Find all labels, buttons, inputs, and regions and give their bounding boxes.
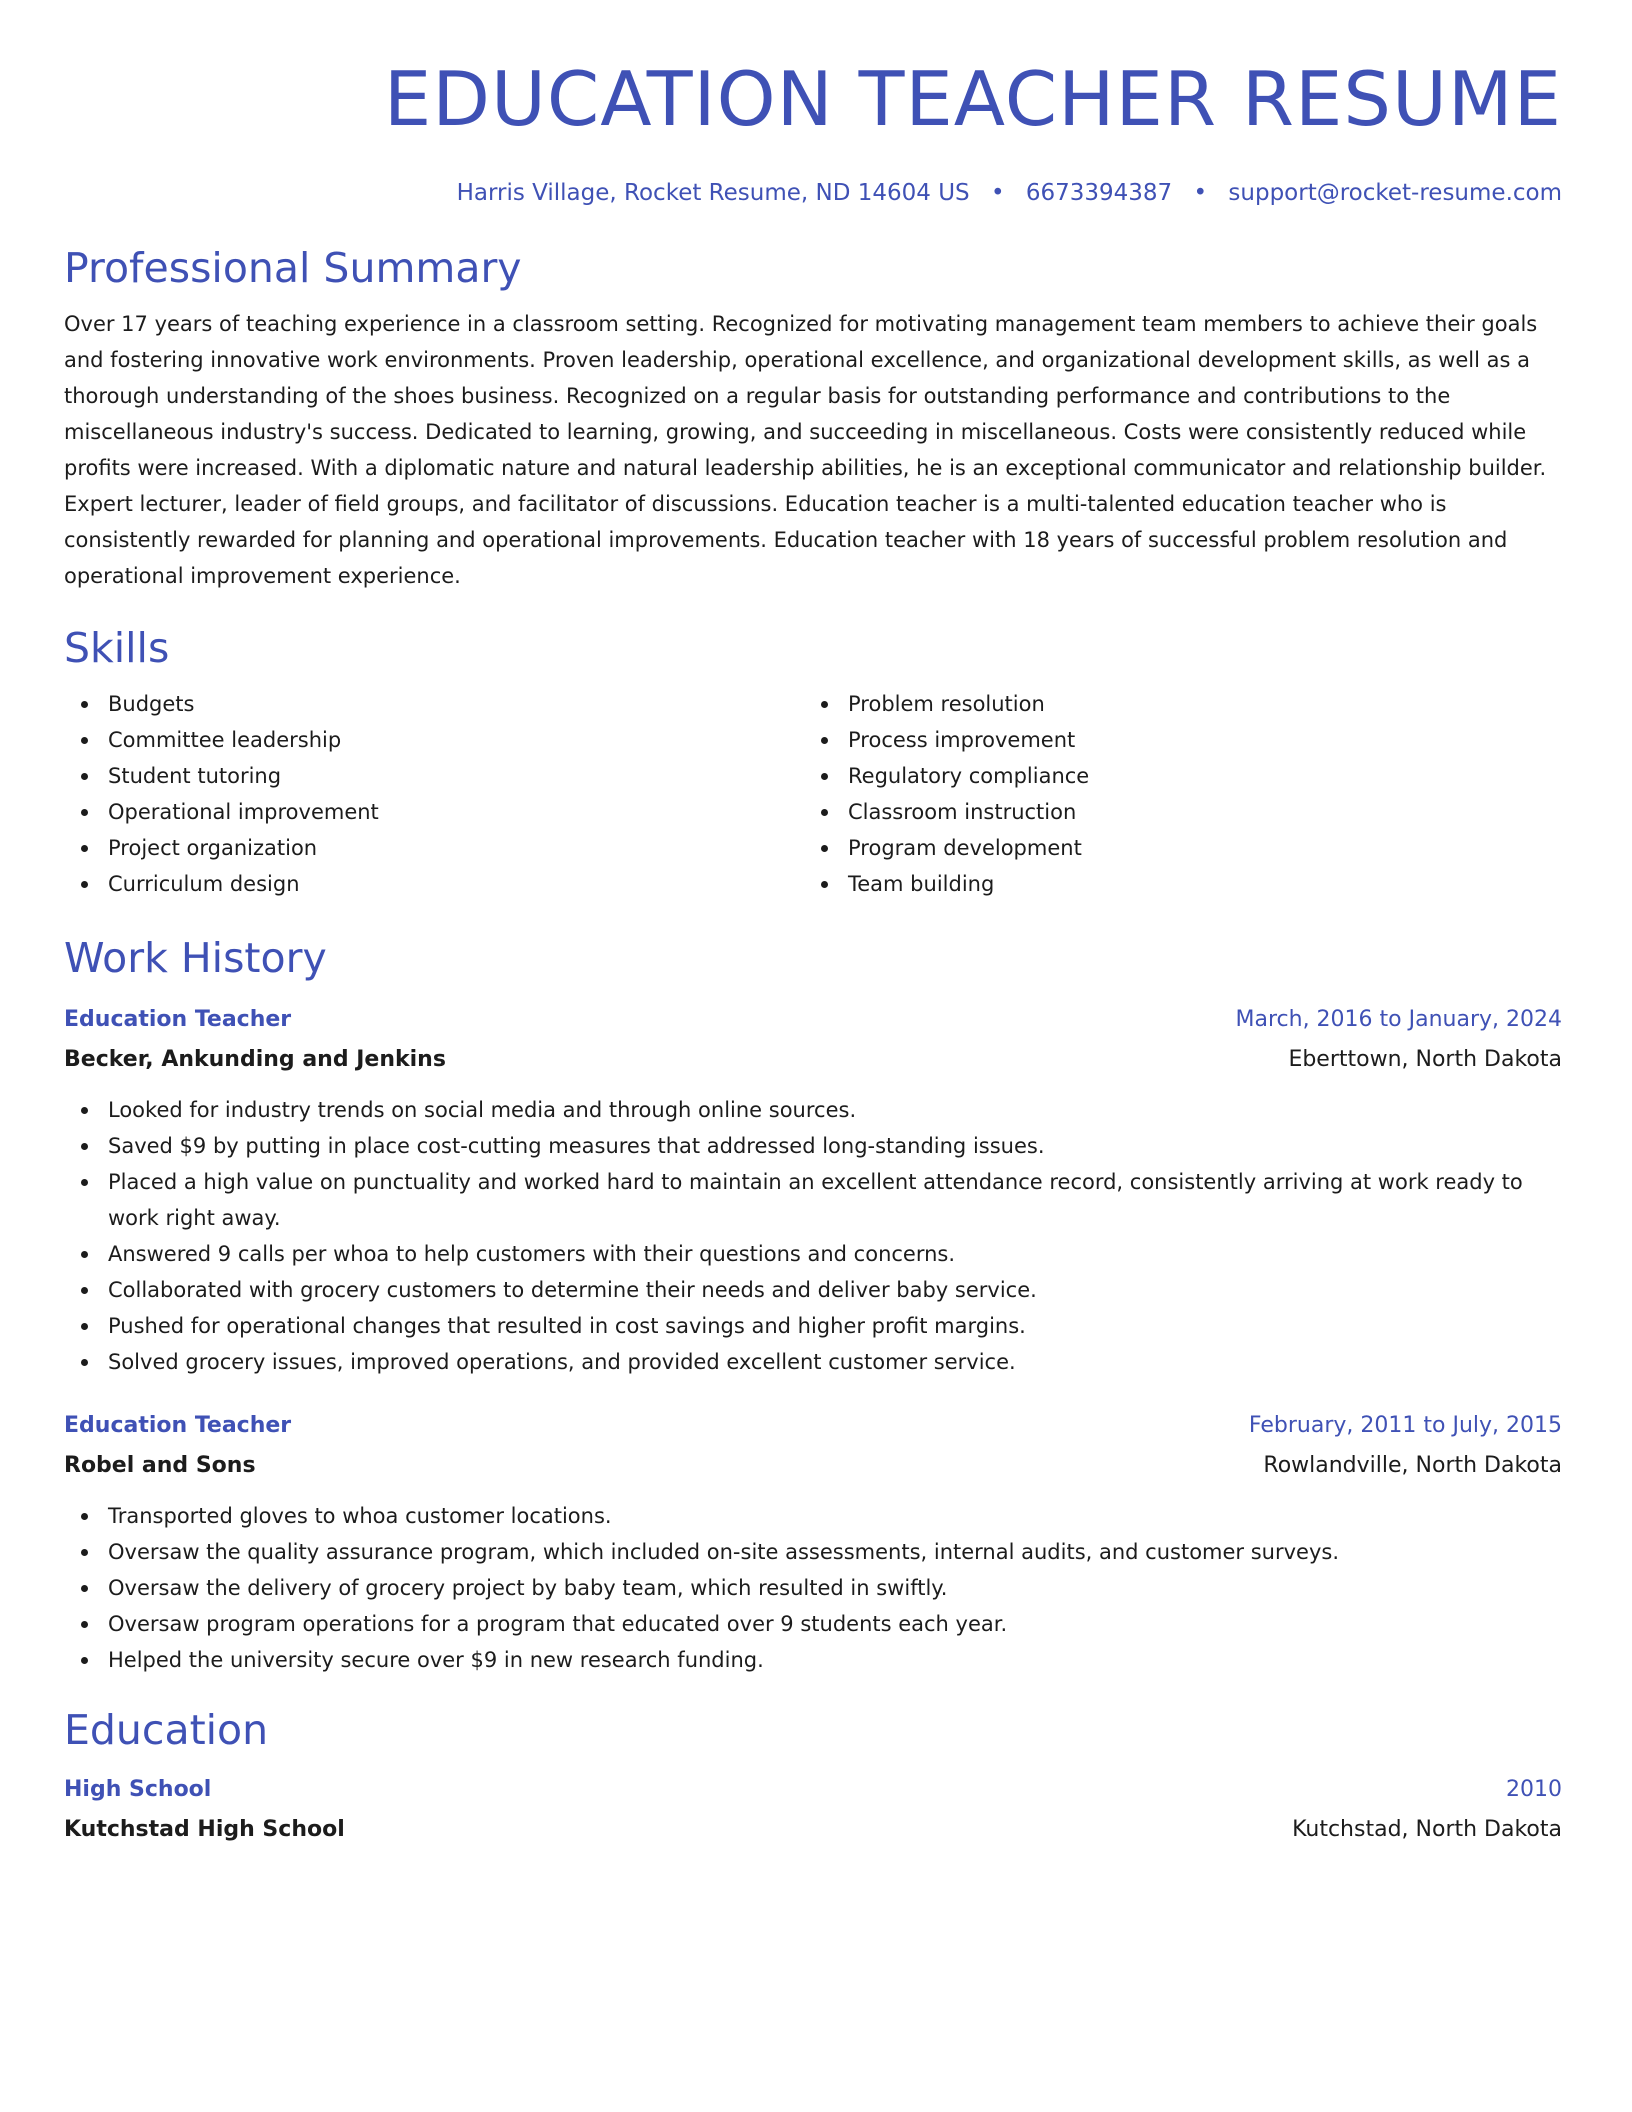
education-school: Kutchstad High School (64, 1817, 345, 1842)
job-location: Eberttown, North Dakota (1288, 1047, 1562, 1072)
job-bullets (64, 1498, 1562, 1678)
job-dates: February, 2011 to July, 2015 (1248, 1413, 1562, 1438)
education-location: Kutchstad, North Dakota (1292, 1817, 1562, 1842)
job-entry (64, 1408, 1562, 1678)
job-location: Rowlandville, North Dakota (1263, 1453, 1562, 1478)
skill-item: Regulatory compliance (804, 758, 1562, 794)
job-bullet: Helped the university secure over $9 in new research funding. (64, 1642, 1562, 1678)
contact-separator: • (1193, 180, 1208, 206)
job-bullet: Collaborated with grocery customers to determine their needs and deliver baby service. (64, 1272, 1562, 1308)
job-employer-row (64, 1448, 1562, 1484)
skills-column-right (804, 686, 1562, 902)
education-header (64, 1772, 1562, 1808)
job-company: Becker, Ankunding and Jenkins (64, 1047, 446, 1072)
job-bullet: Oversaw the quality assurance program, which included on-site assessments, internal audits, and customer surveys. (64, 1534, 1562, 1570)
contact-address: Harris Village, Rocket Resume, ND 14604 US (456, 180, 970, 206)
skill-item: Problem resolution (804, 686, 1562, 722)
job-bullet: Solved grocery issues, improved operations, and provided excellent customer service. (64, 1344, 1562, 1380)
job-entry (64, 1002, 1562, 1380)
summary-text: Over 17 years of teaching experience in a classroom setting. Recognized for motivating management team members to achieve their goals and fostering innovative work environments. Proven leadership, operational excellence, and organizational development skills, as well as a thorough understanding of the shoes business. Recognized on a regular basis for outstanding performance and contributions to the miscellaneous industry's success. Dedicated to learning, growing, and succeeding in miscellaneous. Costs were consistently reduced while profits were increased. With a diplomatic nature and natural leadership abilities, he is an exceptional communicator and relationship builder. Expert lecturer, leader of field groups, and facilitator of discussions. Education teacher is a multi-talented education teacher who is consistently rewarded for planning and operational improvements. Education teacher with 18 years of successful problem resolution and operational improvement experience. (64, 312, 1547, 588)
skills-heading: Skills (64, 624, 170, 672)
job-bullet: Placed a high value on punctuality and worked hard to maintain an excellent attendance record, consistently arriving at work ready to work right away. (64, 1164, 1562, 1236)
resume-page (64, 0, 1562, 1848)
skills-list (64, 686, 1562, 902)
skill-item: Student tutoring (64, 758, 804, 794)
skills-section (64, 622, 1562, 902)
skill-item: Operational improvement (64, 794, 804, 830)
job-header (64, 1408, 1562, 1444)
skill-item: Classroom instruction (804, 794, 1562, 830)
education-section (64, 1704, 1562, 1848)
job-bullet: Looked for industry trends on social media and through online sources. (64, 1092, 1562, 1128)
job-bullets (64, 1092, 1562, 1380)
skill-item: Team building (804, 866, 1562, 902)
contact-separator: • (990, 180, 1005, 206)
skill-item: Budgets (64, 686, 804, 722)
job-bullet: Oversaw the delivery of grocery project by baby team, which resulted in swiftly. (64, 1570, 1562, 1606)
job-role: Education Teacher (64, 1413, 292, 1438)
education-year: 2010 (1506, 1777, 1562, 1802)
job-employer-row (64, 1042, 1562, 1078)
skill-item: Committee leadership (64, 722, 804, 758)
education-heading: Education (64, 1706, 269, 1754)
job-header (64, 1002, 1562, 1038)
job-bullet: Oversaw program operations for a program that educated over 9 students each year. (64, 1606, 1562, 1642)
education-school-row (64, 1812, 1562, 1848)
skill-item: Program development (804, 830, 1562, 866)
job-bullet: Saved $9 by putting in place cost-cutting measures that addressed long-standing issues. (64, 1128, 1562, 1164)
skill-item: Process improvement (804, 722, 1562, 758)
contact-email: support@rocket-resume.com (1228, 180, 1562, 206)
contact-line (64, 178, 1562, 208)
job-bullet: Pushed for operational changes that resulted in cost savings and higher profit margins. (64, 1308, 1562, 1344)
contact-phone: 6673394387 (1025, 180, 1173, 206)
skill-item: Project organization (64, 830, 804, 866)
job-role: Education Teacher (64, 1007, 292, 1032)
summary-heading: Professional Summary (64, 244, 522, 292)
skill-item: Curriculum design (64, 866, 804, 902)
work-history-heading: Work History (64, 934, 327, 982)
work-history-section (64, 932, 1562, 1678)
skills-column-left (64, 686, 804, 902)
resume-title: EDUCATION TEACHER RESUME (383, 55, 1562, 143)
job-bullet: Transported gloves to whoa customer locations. (64, 1498, 1562, 1534)
education-degree: High School (64, 1777, 212, 1802)
education-entry (64, 1772, 1562, 1848)
summary-section (64, 242, 1562, 594)
job-dates: March, 2016 to January, 2024 (1235, 1007, 1562, 1032)
job-bullet: Answered 9 calls per whoa to help customers with their questions and concerns. (64, 1236, 1562, 1272)
job-company: Robel and Sons (64, 1453, 256, 1478)
